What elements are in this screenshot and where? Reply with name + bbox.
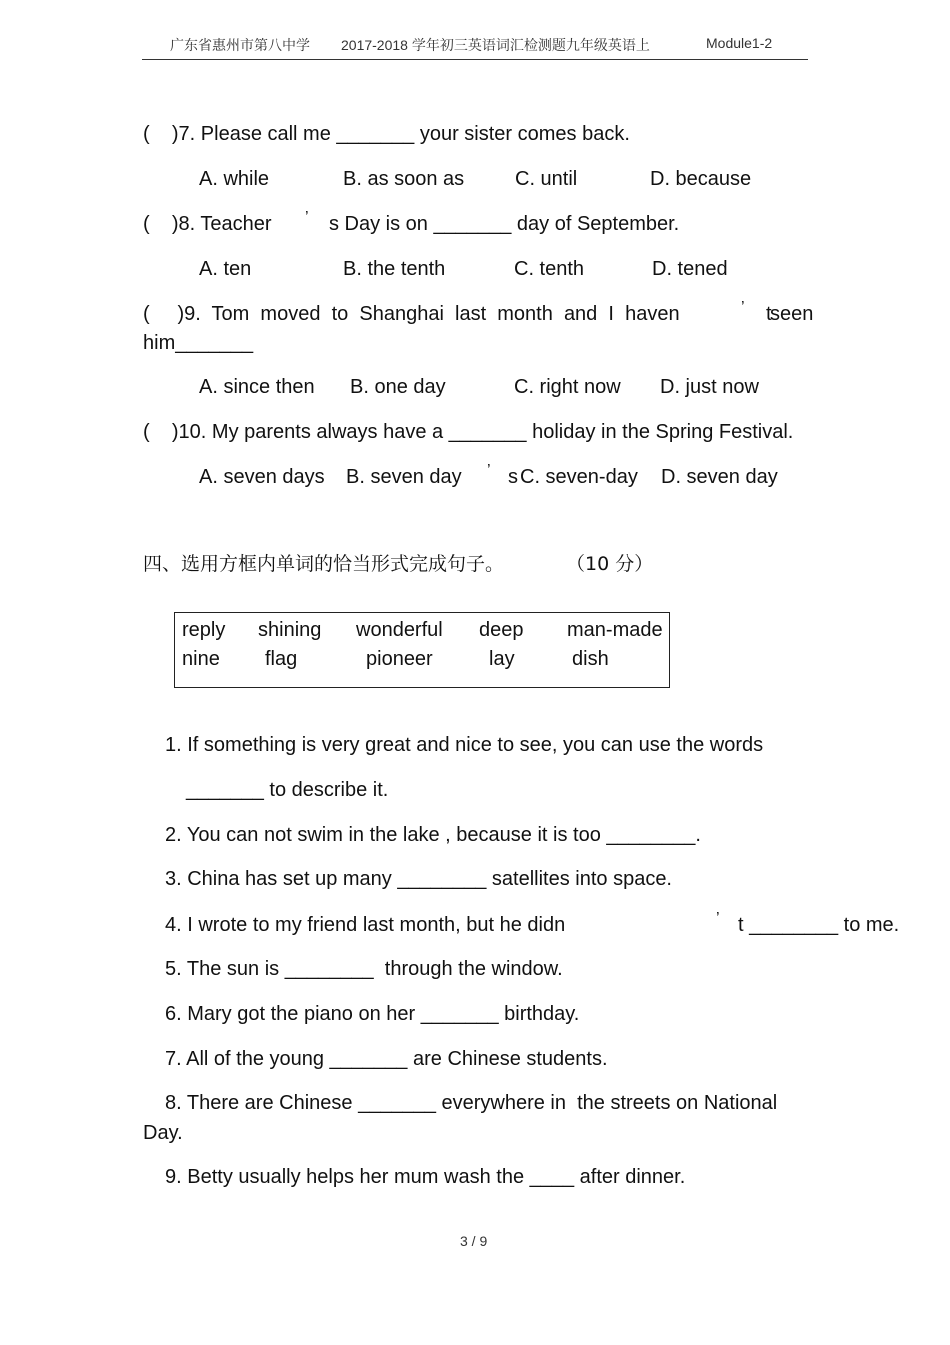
sentence-1-line1: 1. If something is very great and nice to see, you can use the words: [165, 734, 764, 756]
question-9-stem-seen: seen: [770, 303, 814, 325]
question-8-option-c: C. tenth: [514, 258, 585, 280]
question-9-stem-line1: ( )9. Tom moved to Shanghai last month and I haven: [143, 303, 680, 325]
header-divider: [142, 59, 808, 60]
question-9-option-d: D. just now: [660, 376, 759, 398]
question-7-option-d: D. because: [650, 168, 752, 190]
question-8-stem-part1: ( )8. Teacher: [143, 213, 272, 235]
word-bank-word: wonderful: [356, 619, 443, 641]
word-bank-word: reply: [182, 619, 226, 641]
question-9-option-c: C. right now: [514, 376, 621, 398]
question-7-option-c: C. until: [515, 168, 578, 190]
sentence-4-part2: t ________ to me.: [738, 914, 900, 936]
question-10-stem: ( )10. My parents always have a _______ holiday in the Spring Festival.: [143, 421, 794, 443]
question-7-stem: ( )7. Please call me _______ your sister comes back.: [143, 123, 630, 145]
sentence-4-part1: 4. I wrote to my friend last month, but he didn: [165, 914, 566, 936]
sentence-8-line1: 8. There are Chinese _______ everywhere in the streets on National: [165, 1092, 778, 1114]
section-4-title: 四、选用方框内单词的恰当形式完成句子。: [143, 553, 505, 575]
word-bank-word: lay: [489, 648, 515, 670]
question-10-option-a: A. seven days: [199, 466, 325, 488]
word-bank-word: dish: [572, 648, 609, 670]
sentence-2: 2. You can not swim in the lake , because it is too ________.: [165, 824, 701, 846]
word-bank-word: deep: [479, 619, 524, 641]
question-8-option-a: A. ten: [199, 258, 252, 280]
question-9-option-a: A. since then: [199, 376, 315, 398]
sentence-7: 7. All of the young _______ are Chinese students.: [165, 1048, 608, 1070]
section-4-score: （10 分）: [566, 553, 654, 575]
question-10-option-c: C. seven-day: [520, 466, 638, 488]
sentence-9: 9. Betty usually helps her mum wash the ____ after dinner.: [165, 1166, 686, 1188]
word-bank-word: flag: [265, 648, 298, 670]
question-8-stem-part2: s Day is on _______ day of September.: [329, 213, 680, 235]
sentence-4-apostrophe: ’: [716, 910, 720, 927]
sentence-3: 3. China has set up many ________ satellites into space.: [165, 868, 672, 890]
word-bank-word: man-made: [567, 619, 663, 641]
question-8-option-b: B. the tenth: [343, 258, 446, 280]
word-bank-word: shining: [258, 619, 322, 641]
sentence-6: 6. Mary got the piano on her _______ birthday.: [165, 1003, 580, 1025]
page-number: 3 / 9: [460, 1233, 488, 1249]
header-school: 广东省惠州市第八中学: [170, 37, 310, 53]
question-10-option-d: D. seven day: [661, 466, 778, 488]
question-8-option-d: D. tened: [652, 258, 728, 280]
question-7-option-a: A. while: [199, 168, 270, 190]
question-7-option-b: B. as soon as: [343, 168, 465, 190]
sentence-1-line2: _______ to describe it.: [186, 779, 389, 801]
question-9-stem-line2: him_______: [143, 332, 254, 354]
header-module: Module1-2: [706, 35, 773, 51]
question-9-stem-t: t: [766, 303, 772, 325]
header-title: 2017-2018 学年初三英语词汇检测题九年级英语上: [341, 37, 650, 53]
question-9-apostrophe: ’: [741, 299, 745, 316]
question-10-option-b: B. seven day: [346, 466, 462, 488]
question-8-apostrophe: ’: [305, 209, 309, 226]
sentence-8-line2: Day.: [143, 1122, 183, 1144]
word-bank-word: pioneer: [366, 648, 433, 670]
question-10-option-b-suffix: s: [508, 466, 518, 488]
question-9-option-b: B. one day: [350, 376, 446, 398]
question-10-apostrophe: ’: [487, 462, 491, 479]
word-bank-word: nine: [182, 648, 220, 670]
sentence-5: 5. The sun is ________ through the window.: [165, 958, 563, 980]
